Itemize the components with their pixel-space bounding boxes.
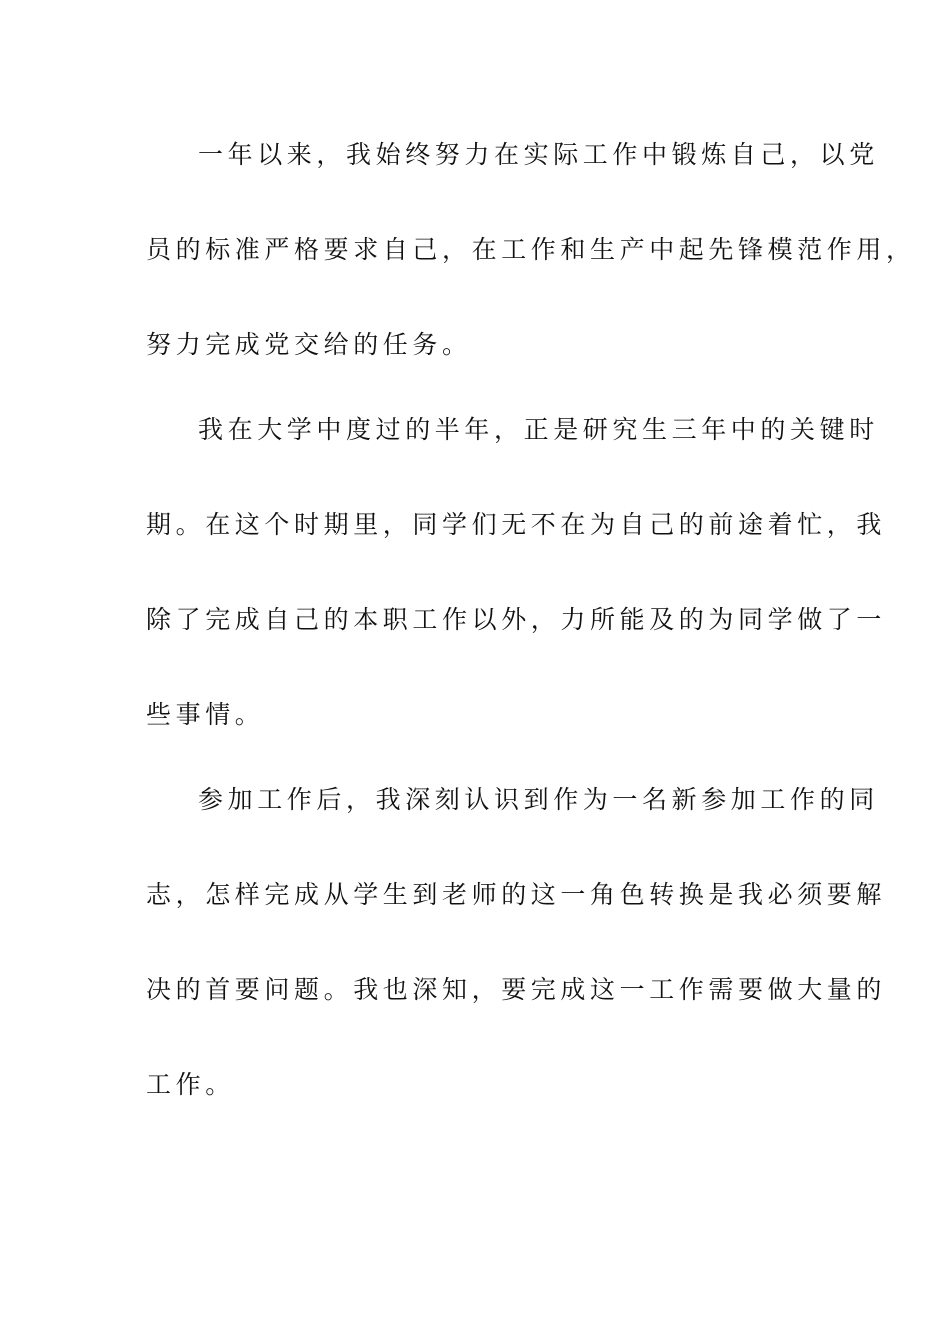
paragraph-line: 一年以来，我始终努力在实际工作中锻炼自己，以党	[198, 140, 879, 169]
paragraph-line: 我在大学中度过的半年，正是研究生三年中的关键时	[198, 415, 879, 444]
paragraph-2	[146, 401, 887, 781]
paragraph-1	[146, 126, 916, 411]
paragraph-line: 期。在这个时期里，同学们无不在为自己的前途着忙，我	[146, 510, 887, 539]
paragraph-3	[146, 771, 887, 1151]
paragraph-line: 工作。	[146, 1070, 235, 1099]
paragraph-line: 除了完成自己的本职工作以外，力所能及的为同学做了一	[146, 605, 887, 634]
paragraph-line: 些事情。	[146, 700, 265, 729]
paragraph-line: 决的首要问题。我也深知，要完成这一工作需要做大量的	[146, 975, 887, 1004]
paragraph-line: 员的标准严格要求自己，在工作和生产中起先锋模范作用，	[146, 235, 916, 264]
document-body	[146, 126, 916, 1151]
paragraph-line: 志，怎样完成从学生到老师的这一角色转换是我必须要解	[146, 880, 887, 909]
paragraph-line: 参加工作后，我深刻认识到作为一名新参加工作的同	[198, 785, 879, 814]
paragraph-line: 努力完成党交给的任务。	[146, 330, 472, 359]
